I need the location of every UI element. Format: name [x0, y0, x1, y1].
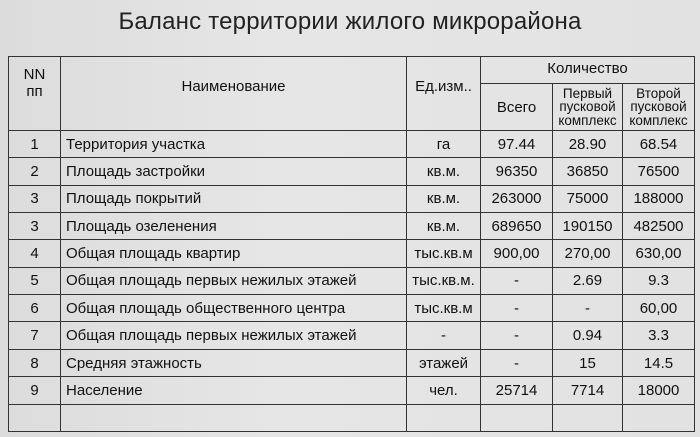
- cell-name: Общая площадь общественного центра: [61, 295, 407, 322]
- cell-second: [623, 404, 695, 431]
- cell-second: 630,00: [623, 240, 695, 267]
- cell-total: 900,00: [481, 240, 553, 267]
- header-total: Всего: [481, 84, 553, 131]
- territory-balance-table: [8, 56, 695, 432]
- cell-nn: 3: [9, 185, 61, 212]
- cell-nn: 8: [9, 349, 61, 376]
- cell-second: 18000: [623, 377, 695, 404]
- cell-first: 190150: [553, 213, 623, 240]
- header-nn-line2: пп: [26, 83, 43, 100]
- cell-name: Общая площадь первых нежилых этажей: [61, 267, 407, 294]
- header-row: [9, 57, 695, 84]
- header-second-line1: Второй: [636, 85, 681, 101]
- table-row: [9, 322, 695, 349]
- table-row: [9, 295, 695, 322]
- cell-second: 188000: [623, 185, 695, 212]
- cell-name: [61, 404, 407, 431]
- cell-nn: 4: [9, 240, 61, 267]
- cell-second: 482500: [623, 213, 695, 240]
- table-row: [9, 185, 695, 212]
- cell-nn: 7: [9, 322, 61, 349]
- cell-total: 689650: [481, 213, 553, 240]
- cell-name: Население: [61, 377, 407, 404]
- cell-total: -: [481, 267, 553, 294]
- cell-unit: тыс.кв.м.: [407, 267, 481, 294]
- cell-total: -: [481, 295, 553, 322]
- cell-first: 15: [553, 349, 623, 376]
- table-row: [9, 377, 695, 404]
- cell-first: 270,00: [553, 240, 623, 267]
- cell-total: -: [481, 349, 553, 376]
- cell-name: Средняя этажность: [61, 349, 407, 376]
- page-title: Баланс территории жилого микрорайона: [118, 8, 582, 35]
- table-row: [9, 130, 695, 157]
- table-row: [9, 213, 695, 240]
- cell-first: -: [553, 295, 623, 322]
- cell-total: -: [481, 322, 553, 349]
- cell-total: 263000: [481, 185, 553, 212]
- cell-name: Площадь застройки: [61, 158, 407, 185]
- header-first-line1: Первый: [562, 85, 613, 101]
- cell-second: 14.5: [623, 349, 695, 376]
- cell-unit: кв.м.: [407, 213, 481, 240]
- cell-second: 68.54: [623, 130, 695, 157]
- header-first-line3: комплекс: [558, 112, 617, 128]
- cell-nn: 2: [9, 158, 61, 185]
- cell-unit: чел.: [407, 377, 481, 404]
- cell-nn: 1: [9, 130, 61, 157]
- cell-unit: тыс.кв.м: [407, 240, 481, 267]
- cell-first: 7714: [553, 377, 623, 404]
- cell-total: 96350: [481, 158, 553, 185]
- header-nn-line1: NN: [23, 66, 46, 83]
- cell-unit: -: [407, 322, 481, 349]
- header-first-line2: пусковой: [559, 99, 616, 115]
- cell-total: 97.44: [481, 130, 553, 157]
- header-unit: Ед.изм..: [407, 57, 481, 131]
- cell-second: 3.3: [623, 322, 695, 349]
- table-row: [9, 240, 695, 267]
- cell-unit: кв.м.: [407, 158, 481, 185]
- cell-first: [553, 404, 623, 431]
- cell-total: 25714: [481, 377, 553, 404]
- cell-nn: 5: [9, 267, 61, 294]
- header-second-complex: [623, 84, 695, 131]
- cell-first: 28.90: [553, 130, 623, 157]
- cell-name: Площадь озеленения: [61, 213, 407, 240]
- header-second-line2: пусковой: [630, 99, 687, 115]
- table-row: [9, 158, 695, 185]
- cell-unit: кв.м.: [407, 185, 481, 212]
- cell-second: 9.3: [623, 267, 695, 294]
- header-quantity: Количество: [481, 57, 695, 84]
- cell-nn: 9: [9, 377, 61, 404]
- cell-unit: тыс.кв.м: [407, 295, 481, 322]
- cell-name: Общая площадь квартир: [61, 240, 407, 267]
- cell-unit: этажей: [407, 349, 481, 376]
- header-first-complex: [553, 84, 623, 131]
- table-row: [9, 349, 695, 376]
- header-nn: [9, 57, 61, 131]
- cell-name: Общая площадь первых нежилых этажей: [61, 322, 407, 349]
- table-row: [9, 267, 695, 294]
- header-second-line3: комплекс: [629, 112, 688, 128]
- cell-second: 76500: [623, 158, 695, 185]
- cell-total: [481, 404, 553, 431]
- cell-nn: 3: [9, 213, 61, 240]
- header-name: Наименование: [61, 57, 407, 131]
- cell-unit: [407, 404, 481, 431]
- cell-first: 0.94: [553, 322, 623, 349]
- cell-first: 75000: [553, 185, 623, 212]
- cell-second: 60,00: [623, 295, 695, 322]
- cell-unit: га: [407, 130, 481, 157]
- cell-nn: 6: [9, 295, 61, 322]
- cell-nn: [9, 404, 61, 431]
- cell-name: Территория участка: [61, 130, 407, 157]
- cell-first: 2.69: [553, 267, 623, 294]
- cell-name: Площадь покрытий: [61, 185, 407, 212]
- cell-first: 36850: [553, 158, 623, 185]
- table-row-empty: [9, 404, 695, 431]
